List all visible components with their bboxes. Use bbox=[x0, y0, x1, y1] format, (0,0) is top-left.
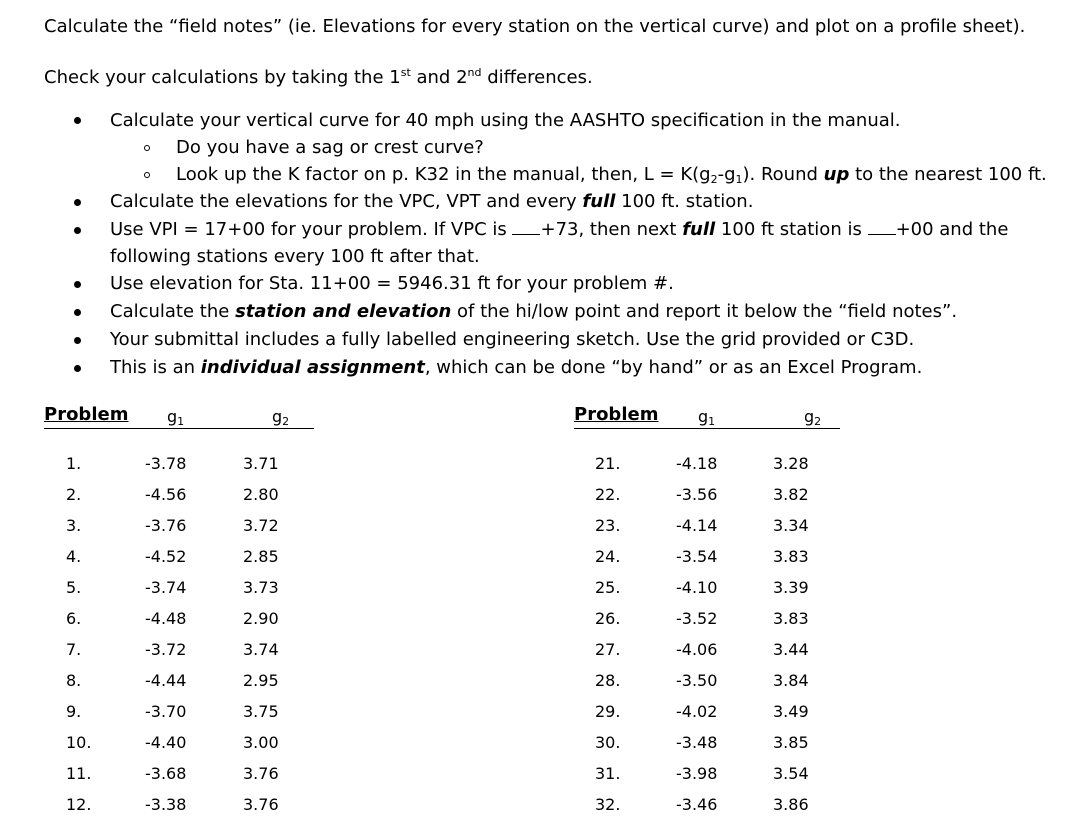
g2-value: 3.00 bbox=[243, 733, 279, 752]
bullet-6: Your submittal includes a fully labelled engineering sketch. Use the grid provided or C3D. bbox=[110, 329, 915, 350]
g2-value: 3.86 bbox=[773, 795, 809, 814]
g1-value: -4.40 bbox=[145, 733, 187, 752]
g2-value: 3.44 bbox=[773, 640, 809, 659]
bullet-2: Calculate the elevations for the VPC, VPT and every full 100 ft. station. bbox=[110, 191, 754, 212]
g2-value: 2.95 bbox=[243, 671, 279, 690]
g1-value: -4.56 bbox=[145, 485, 187, 504]
bullet-7: This is an individual assignment, which can be done “by hand” or as an Excel Program. bbox=[110, 357, 923, 378]
bullet-3-continued: following stations every 100 ft after that. bbox=[110, 246, 480, 267]
g1-value: -3.72 bbox=[145, 640, 187, 659]
g1-value: -4.18 bbox=[676, 454, 718, 473]
problem-number: 8. bbox=[66, 671, 82, 690]
problem-number: 23. bbox=[595, 516, 621, 535]
sub-bullet-2: Look up the K factor on p. K32 in the manual, then, $L = K(g_2-g_1)$. Round up to the nearest 100 ft. bbox=[176, 164, 1047, 186]
table-header-problem-right: Problem bbox=[574, 404, 659, 425]
instructions-line-2: Check your calculations by taking the 1st and 2nd differences. bbox=[44, 66, 593, 88]
table-header-g2-right: $g_2$ bbox=[804, 407, 822, 428]
table-header-problem-left: Problem bbox=[44, 404, 129, 425]
g2-value: 2.90 bbox=[243, 609, 279, 628]
problem-number: 6. bbox=[66, 609, 82, 628]
g1-value: -4.06 bbox=[676, 640, 718, 659]
problem-number: 30. bbox=[595, 733, 621, 752]
g2-value: 3.34 bbox=[773, 516, 809, 535]
g2-value: 3.85 bbox=[773, 733, 809, 752]
g2-value: 3.72 bbox=[243, 516, 279, 535]
fill-in-blank bbox=[868, 220, 896, 235]
g2-value: 2.85 bbox=[243, 547, 279, 566]
g1-value: -3.50 bbox=[676, 671, 718, 690]
g2-value: 3.74 bbox=[243, 640, 279, 659]
problem-number: 29. bbox=[595, 702, 621, 721]
fill-in-blank bbox=[512, 220, 540, 235]
g2-value: 3.49 bbox=[773, 702, 809, 721]
g2-value: 3.83 bbox=[773, 609, 809, 628]
g1-value: -4.02 bbox=[676, 702, 718, 721]
problem-number: 32. bbox=[595, 795, 621, 814]
sub-bullet-1: Do you have a sag or crest curve? bbox=[176, 137, 484, 158]
g2-value: 3.71 bbox=[243, 454, 279, 473]
g1-value: -3.38 bbox=[145, 795, 187, 814]
g1-value: -4.44 bbox=[145, 671, 187, 690]
g1-value: -3.54 bbox=[676, 547, 718, 566]
problem-number: 27. bbox=[595, 640, 621, 659]
g1-value: -4.14 bbox=[676, 516, 718, 535]
bullet-5: Calculate the station and elevation of the hi/low point and report it below the “field notes”. bbox=[110, 301, 958, 322]
problem-number: 7. bbox=[66, 640, 82, 659]
problem-number: 26. bbox=[595, 609, 621, 628]
g1-value: -3.48 bbox=[676, 733, 718, 752]
g1-value: -4.10 bbox=[676, 578, 718, 597]
g2-value: 3.83 bbox=[773, 547, 809, 566]
g1-value: -3.70 bbox=[145, 702, 187, 721]
problem-number: 12. bbox=[66, 795, 92, 814]
g1-value: -3.46 bbox=[676, 795, 718, 814]
g1-value: -3.56 bbox=[676, 485, 718, 504]
g2-value: 3.75 bbox=[243, 702, 279, 721]
problem-number: 11. bbox=[66, 764, 92, 783]
g1-value: -4.48 bbox=[145, 609, 187, 628]
problem-number: 31. bbox=[595, 764, 621, 783]
g2-value: 3.28 bbox=[773, 454, 809, 473]
g1-value: -3.98 bbox=[676, 764, 718, 783]
problem-number: 9. bbox=[66, 702, 82, 721]
problem-number: 4. bbox=[66, 547, 82, 566]
table-header-g1-left: $g_1$ bbox=[167, 407, 185, 428]
bullet-1: Calculate your vertical curve for 40 mph using the AASHTO specification in the manual. bbox=[110, 110, 901, 131]
problem-number: 2. bbox=[66, 485, 82, 504]
g1-value: -3.68 bbox=[145, 764, 187, 783]
header-underline bbox=[44, 428, 314, 429]
g2-value: 3.54 bbox=[773, 764, 809, 783]
g2-value: 3.39 bbox=[773, 578, 809, 597]
bullet-3: Use VPI = 17+00 for your problem. If VPC is +73, then next full 100 ft station is +00 and the bbox=[110, 219, 1009, 240]
problem-number: 21. bbox=[595, 454, 621, 473]
problem-number: 3. bbox=[66, 516, 82, 535]
sub-bullet-circle bbox=[144, 172, 150, 178]
table-header-g2-left: $g_2$ bbox=[272, 407, 290, 428]
g2-value: 3.82 bbox=[773, 485, 809, 504]
g1-value: -3.74 bbox=[145, 578, 187, 597]
bullet-dot bbox=[74, 199, 81, 206]
problem-number: 25. bbox=[595, 578, 621, 597]
table-header-g1-right: $g_1$ bbox=[698, 407, 716, 428]
sub-bullet-circle bbox=[144, 145, 150, 151]
problem-number: 24. bbox=[595, 547, 621, 566]
g2-value: 3.84 bbox=[773, 671, 809, 690]
bullet-dot bbox=[74, 281, 81, 288]
g1-value: -3.78 bbox=[145, 454, 187, 473]
bullet-4: Use elevation for Sta. 11+00 = 5946.31 ft for your problem #. bbox=[110, 273, 674, 294]
g2-value: 2.80 bbox=[243, 485, 279, 504]
bullet-dot bbox=[74, 337, 81, 344]
problem-number: 1. bbox=[66, 454, 82, 473]
bullet-dot bbox=[74, 365, 81, 372]
g2-value: 3.73 bbox=[243, 578, 279, 597]
g1-value: -3.52 bbox=[676, 609, 718, 628]
g2-value: 3.76 bbox=[243, 795, 279, 814]
g2-value: 3.76 bbox=[243, 764, 279, 783]
problem-number: 10. bbox=[66, 733, 92, 752]
g1-value: -3.76 bbox=[145, 516, 187, 535]
bullet-dot bbox=[74, 227, 81, 234]
instructions-line-1: Calculate the “field notes” (ie. Elevations for every station on the vertical curve) and plot on a profile sheet). bbox=[44, 16, 1026, 37]
g1-value: -4.52 bbox=[145, 547, 187, 566]
problem-number: 28. bbox=[595, 671, 621, 690]
problem-number: 5. bbox=[66, 578, 82, 597]
header-underline bbox=[574, 428, 840, 429]
bullet-dot bbox=[74, 309, 81, 316]
bullet-dot bbox=[74, 117, 81, 124]
problem-number: 22. bbox=[595, 485, 621, 504]
